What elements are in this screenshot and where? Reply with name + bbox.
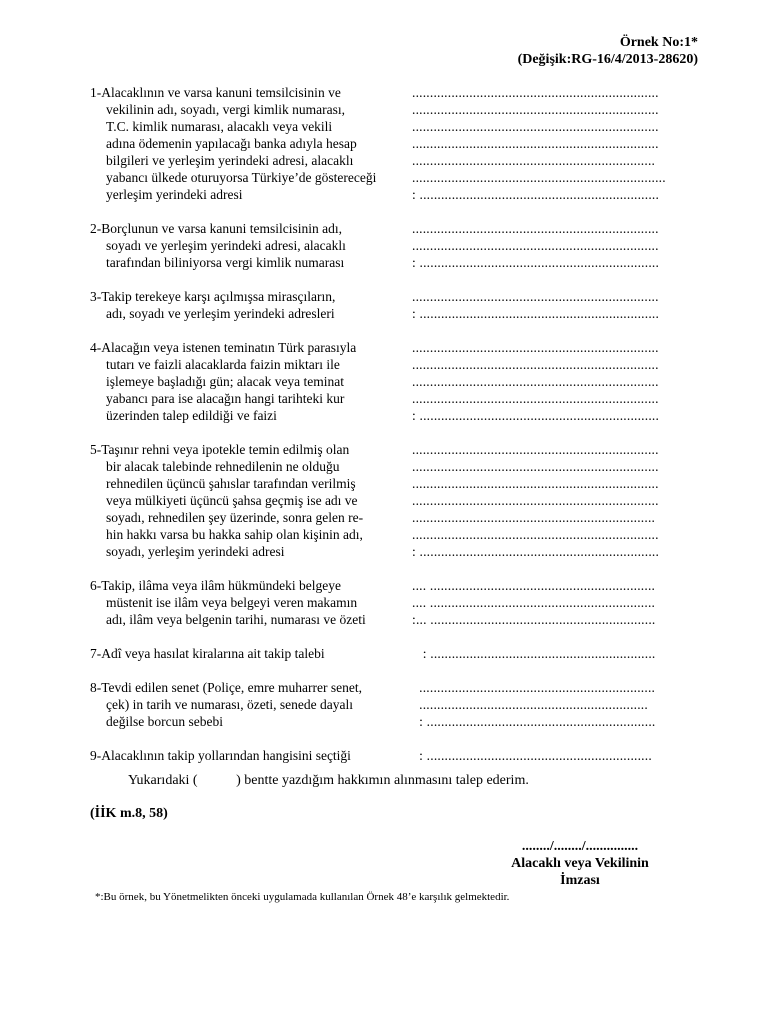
signature-line-2: İmzası xyxy=(560,873,600,888)
line-label: değilse borcun sebebi xyxy=(106,714,223,729)
line-label: hin hakkı varsa bu hakka sahip olan kişinin adı, xyxy=(106,527,363,542)
fill-in-dots[interactable]: ..................................................................... xyxy=(412,102,659,117)
form-line xyxy=(90,594,690,611)
line-label: bir alacak talebinde rehnedilenin ne olduğu xyxy=(106,459,340,474)
form-line xyxy=(90,305,690,322)
sample-number: Örnek No:1* xyxy=(619,35,698,50)
signature-line-1: Alacaklı veya Vekilinin xyxy=(511,856,649,871)
line-label: 2-Borçlunun ve varsa kanuni temsilcisinin adı, xyxy=(90,221,342,236)
form-line xyxy=(90,577,690,594)
form-line xyxy=(90,475,690,492)
form-line xyxy=(90,747,690,764)
fill-in-dots[interactable]: ..................................................................... xyxy=(412,340,659,355)
fill-in-dots[interactable]: .................................................................... xyxy=(412,153,656,168)
form-line xyxy=(90,696,690,713)
form-line xyxy=(90,356,690,373)
form-section-4 xyxy=(90,339,690,424)
form-line xyxy=(90,645,690,662)
line-label: tutarı ve faizli alacaklarda faizin miktarı ile xyxy=(106,357,340,372)
form-line xyxy=(90,152,690,169)
fill-in-dots[interactable]: : ................................................................... xyxy=(412,408,660,423)
line-label: adı, soyadı ve yerleşim yerindeki adresleri xyxy=(106,306,335,321)
fill-in-dots[interactable]: :... ............................................................... xyxy=(412,612,656,627)
form-line xyxy=(90,509,690,526)
line-label: 9-Alacaklının takip yollarından hangisini seçtiği xyxy=(90,748,351,763)
change-reference: (Değişik:RG-16/4/2013-28620) xyxy=(517,52,698,67)
form-line xyxy=(90,220,690,237)
form-line xyxy=(90,679,690,696)
fill-in-dots[interactable]: ..................................................................... xyxy=(412,136,659,151)
form-line xyxy=(90,169,690,186)
law-reference: (İİK m.8, 58) xyxy=(90,806,168,821)
form-section-2 xyxy=(90,220,690,271)
form-line xyxy=(90,237,690,254)
form-section-6 xyxy=(90,577,690,628)
fill-in-dots[interactable]: ..................................................................... xyxy=(412,221,659,236)
fill-in-dots[interactable]: ..................................................................... xyxy=(412,527,659,542)
form-sections xyxy=(90,84,690,781)
line-label: T.C. kimlik numarası, alacaklı veya vekili xyxy=(106,119,333,134)
fill-in-dots[interactable]: ..................................................................... xyxy=(412,119,659,134)
fill-in-dots[interactable]: : ................................................................... xyxy=(412,544,660,559)
footnote: *:Bu örnek, bu Yönetmelikten önceki uygulamada kullanılan Örnek 48’e karşılık gelmektedir. xyxy=(95,891,510,903)
fill-in-dots[interactable]: ..................................................................... xyxy=(412,85,659,100)
fill-in-dots[interactable]: ....................................................................... xyxy=(412,170,666,185)
line-label: 6-Takip, ilâma veya ilâm hükmündeki belgeye xyxy=(90,578,341,593)
form-line xyxy=(90,254,690,271)
line-label: adı, ilâm veya belgenin tarihi, numarası ve özeti xyxy=(106,612,366,627)
line-label: müstenit ise ilâm veya belgeyi veren makamın xyxy=(106,595,358,610)
line-label: yabancı ülkede oturuyorsa Türkiye’de göstereceği xyxy=(106,170,377,185)
form-section-9 xyxy=(90,747,690,764)
form-section-5 xyxy=(90,441,690,560)
line-label: rehnedilen üçüncü şahıslar tarafından verilmiş xyxy=(106,476,356,491)
fill-in-dots[interactable]: ..................................................................... xyxy=(412,476,659,491)
form-line xyxy=(90,611,690,628)
fill-in-dots[interactable]: ..................................................................... xyxy=(412,459,659,474)
form-line xyxy=(90,526,690,543)
line-label: 1-Alacaklının ve varsa kanuni temsilcisinin ve xyxy=(90,85,341,100)
line-label: işlemeye başladığı gün; alacak veya teminat xyxy=(106,374,345,389)
line-label: tarafından biliniyorsa vergi kimlik numarası xyxy=(106,255,345,270)
fill-in-dots[interactable]: : ............................................................... xyxy=(412,646,656,661)
form-line xyxy=(90,713,690,730)
form-line xyxy=(90,407,690,424)
line-label: 8-Tevdi edilen senet (Poliçe, emre muharrer senet, xyxy=(90,680,362,695)
form-section-1 xyxy=(90,84,690,203)
fill-in-dots[interactable]: : ................................................................ xyxy=(412,714,656,729)
line-label: üzerinden talep edildiği ve faizi xyxy=(106,408,277,423)
fill-in-dots[interactable]: ..................................................................... xyxy=(412,238,659,253)
line-label: 4-Alacağın veya istenen teminatın Türk parasıyla xyxy=(90,340,357,355)
form-line xyxy=(90,288,690,305)
line-label: yabancı para ise alacağın hangi tarihteki kur xyxy=(106,391,345,406)
form-line xyxy=(90,373,690,390)
form-line xyxy=(90,118,690,135)
fill-in-dots[interactable]: ..................................................................... xyxy=(412,357,659,372)
line-label: adına ödemenin yapılacağı banka adıyla hesap xyxy=(106,136,357,151)
fill-in-dots[interactable]: ..................................................................... xyxy=(412,289,659,304)
signature-date: ......../......../............... xyxy=(521,839,639,854)
form-line xyxy=(90,492,690,509)
fill-in-dots[interactable]: : ................................................................... xyxy=(412,255,660,270)
line-label: bilgileri ve yerleşim yerindeki adresi, alacaklı xyxy=(106,153,354,168)
fill-in-dots[interactable]: ..................................................................... xyxy=(412,493,659,508)
line-label: 7-Adî veya hasılat kiralarına ait takip talebi xyxy=(90,646,325,661)
form-line xyxy=(90,101,690,118)
line-label: veya mülkiyeti üçüncü şahsa geçmiş ise adı ve xyxy=(106,493,358,508)
fill-in-dots[interactable]: ..................................................................... xyxy=(412,442,659,457)
fill-in-dots[interactable]: : ................................................................... xyxy=(412,306,660,321)
request-statement: Yukarıdaki ( ) bentte yazdığım hakkımın alınmasını talep ederim. xyxy=(128,773,529,788)
form-section-8 xyxy=(90,679,690,730)
fill-in-dots[interactable]: .... ............................................................... xyxy=(412,595,656,610)
line-label: 5-Taşınır rehni veya ipotekle temin edilmiş olan xyxy=(90,442,350,457)
fill-in-dots[interactable]: ..................................................................... xyxy=(412,374,659,389)
fill-in-dots[interactable]: .... ............................................................... xyxy=(412,578,656,593)
fill-in-dots[interactable]: : ............................................................... xyxy=(412,748,652,763)
form-line xyxy=(90,390,690,407)
line-label: yerleşim yerindeki adresi xyxy=(106,187,243,202)
form-header xyxy=(518,34,698,68)
form-section-3 xyxy=(90,288,690,322)
form-line xyxy=(90,135,690,152)
line-label: çek) in tarih ve numarası, özeti, senede dayalı xyxy=(106,697,354,712)
fill-in-dots[interactable]: : ................................................................... xyxy=(412,187,660,202)
form-section-7 xyxy=(90,645,690,662)
form-line xyxy=(90,458,690,475)
line-label: vekilinin adı, soyadı, vergi kimlik numarası, xyxy=(106,102,345,117)
signature-block xyxy=(480,838,680,889)
fill-in-dots[interactable]: .................................................................. xyxy=(412,680,656,695)
line-label: soyadı, rehnedilen şey üzerinde, sonra gelen re- xyxy=(106,510,364,525)
fill-in-dots[interactable]: .................................................................... xyxy=(412,510,656,525)
fill-in-dots[interactable]: ..................................................................... xyxy=(412,391,659,406)
fill-in-dots[interactable]: ................................................................ xyxy=(412,697,648,712)
line-label: 3-Takip terekeye karşı açılmışsa mirasçıların, xyxy=(90,289,336,304)
form-line xyxy=(90,186,690,203)
form-line xyxy=(90,543,690,560)
line-label: soyadı ve yerleşim yerindeki adresi, alacaklı xyxy=(106,238,346,253)
form-line xyxy=(90,339,690,356)
form-line xyxy=(90,84,690,101)
form-line xyxy=(90,441,690,458)
line-label: soyadı, yerleşim yerindeki adresi xyxy=(106,544,285,559)
